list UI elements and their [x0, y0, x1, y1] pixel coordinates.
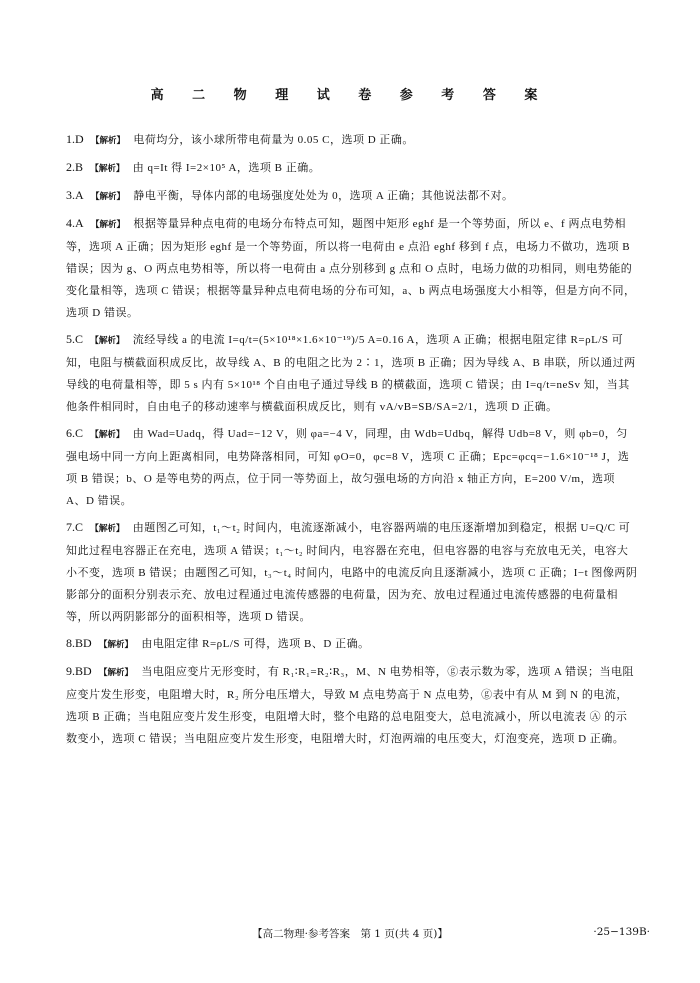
answer-number: 1.D — [66, 132, 84, 146]
footer-page-label: 【高二物理·参考答案 第 1 页(共 4 页)】 — [252, 928, 448, 940]
analysis-tag: 【解析】 — [91, 220, 126, 230]
footer-code: ·25−139B· — [593, 926, 650, 938]
analysis-tag: 【解析】 — [90, 430, 125, 440]
answer-item-5 — [66, 328, 638, 418]
answer-list — [66, 128, 638, 754]
analysis-tag: 【解析】 — [99, 640, 134, 650]
answer-item-4 — [66, 212, 638, 324]
answer-text: 由 Wad=Uadq，得 Uad=−12 V，则 φa=−4 V，同理，由 Wdb=Udbq，解得 Udb=8 V，则 φb=0，匀强电场中同一方向上距离相同，电势降落相同，可知 φO=0，φc=8 V，选项 C 正确；Epc=φcq=−1.6×10⁻¹⁸ J，选项 B 错误；b、O 是等电势的两点，位于同一等势面上，故匀强电场的方向沿 x 轴正方向，E=200 V/m，选项 A、D 错误。 — [66, 428, 630, 507]
analysis-tag: 【解析】 — [90, 524, 125, 534]
answer-number: 4.A — [66, 216, 84, 230]
answer-text: 流经导线 a 的电流 I=q/t=(5×10¹⁸×1.6×10⁻¹⁹)/5 A=0.16 A，选项 A 正确；根据电阻定律 R=ρL/S 可知，电阻与横截面积成反比，故导线 A、B 的电阻之比为 2∶1，选项 B 正确；因为导线 A、B 串联，所以通过两导线的电荷量相等，即 5 s 内有 5×10¹⁸ 个自由电子通过导线 B 的横截面，选项 C 错误；由 I=q/t=neSv 知，当其他条件相同时，自由电子的移动速率与横截面积成反比，则有 vA/vB=SB/SA=2/1，选项 D 正确。 — [66, 334, 636, 413]
answer-text: 由题图乙可知，t₁～t₂ 时间内，电流逐渐减小，电容器两端的电压逐渐增加到稳定，根据 U=Q/C 可知此过程电容器正在充电，选项 A 错误；t₁～t₂ 时间内，电容器在充电，但电容器的电容与充放电无关，电容大小不变，选项 B 错误；由题图乙可知，t₃～t₄ 时间内，电路中的电流反向且逐渐减小，选项 C 正确；I−t 图像两阴影部分的面积分别表示充、放电过程通过电流传感器的电荷量，因为充、放电过程通过电流传感器的电荷量相等，所以两阴影部分的面积相等，选项 D 错误。 — [66, 522, 638, 623]
analysis-tag: 【解析】 — [91, 192, 126, 202]
analysis-tag: 【解析】 — [90, 336, 125, 346]
answer-number: 2.B — [66, 160, 84, 174]
answer-text: 当电阻应变片无形变时，有 R₁∶R₁=R₂∶R₃，M、N 电势相等，ⓖ表示数为零，选项 A 错误；当电阻应变片发生形变，电阻增大时，R₂ 所分电压增大，导致 M 点电势高于 N 点电势，ⓖ表中有从 M 到 N 的电流，选项 B 正确；当电阻应变片发生形变，电阻增大时，整个电路的总电阻变大，总电流减小，所以电流表 Ⓐ 的示数变小，选项 C 错误；当电阻应变片发生形变，电阻增大时，灯泡两端的电压变大，灯泡变亮，选项 D 正确。 — [66, 666, 635, 745]
answer-number: 6.C — [66, 426, 84, 440]
answer-item-1 — [66, 128, 638, 152]
answer-number: 5.C — [66, 332, 84, 346]
answer-number: 9.BD — [66, 664, 92, 678]
answer-item-9 — [66, 660, 638, 750]
answer-text: 静电平衡，导体内部的电场强度处处为 0，选项 A 正确；其他说法都不对。 — [133, 190, 514, 202]
answer-item-8 — [66, 632, 638, 656]
analysis-tag: 【解析】 — [90, 164, 125, 174]
analysis-tag: 【解析】 — [91, 136, 126, 146]
answer-text: 电荷均分，该小球所带电荷量为 0.05 C，选项 D 正确。 — [133, 134, 414, 146]
answer-item-3 — [66, 184, 638, 208]
answer-number: 7.C — [66, 520, 84, 534]
answer-item-7 — [66, 516, 638, 628]
answer-text: 由 q=It 得 I=2×10⁵ A，选项 B 正确。 — [132, 162, 321, 174]
answer-item-2 — [66, 156, 638, 180]
answer-number: 3.A — [66, 188, 84, 202]
answer-number: 8.BD — [66, 636, 92, 650]
answer-text: 由电阻定律 R=ρL/S 可得，选项 B、D 正确。 — [141, 638, 370, 650]
answer-item-6 — [66, 422, 638, 512]
answer-text: 根据等量异种点电荷的电场分布特点可知，题图中矩形 eghf 是一个等势面，所以 e、f 两点电势相等，选项 A 正确；因为矩形 eghf 是一个等势面，所以将一电荷由 e 点沿 eghf 移到 f 点，电场力不做功，选项 B 错误；因为 g、O 两点电势相等，所以将一电荷由 a 点分别移到 g 点和 O 点时，电场力做的功相同，则电势能的变化量相等，选项 C 错误；根据等量异种点电荷电场的分布可知，a、b 两点电场强度大小相等，但是方向不同，选项 D 错误。 — [66, 218, 636, 319]
page-title: 高 二 物 理 试 卷 参 考 答 案 — [150, 88, 550, 103]
analysis-tag: 【解析】 — [99, 668, 134, 678]
